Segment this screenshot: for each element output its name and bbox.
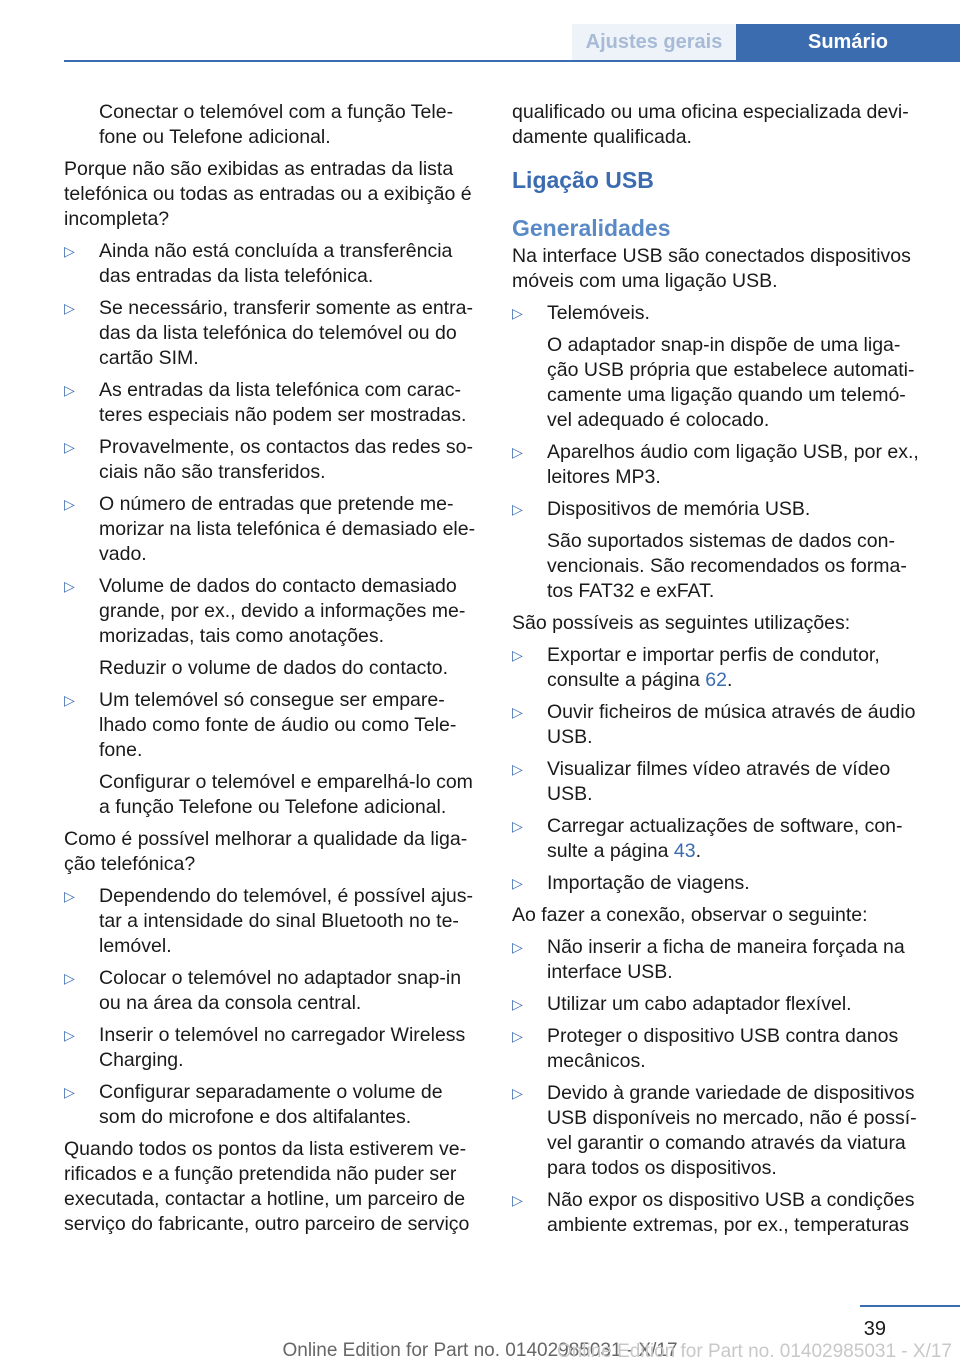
bullet-icon: ▷ <box>512 875 523 891</box>
list-item-text: Utilizar um cabo adaptador flexível. <box>547 993 852 1015</box>
list-item-text: Telemóveis. <box>547 302 650 324</box>
list-item <box>64 1080 478 1130</box>
list-item <box>64 492 478 567</box>
list-item-text: Carregar actualizações de software, consulte a página 43. <box>547 815 903 862</box>
list-item <box>512 700 924 750</box>
list-item <box>512 301 924 433</box>
bullet-icon: ▷ <box>512 647 523 663</box>
left-column <box>64 100 478 1244</box>
bullet-icon: ▷ <box>64 496 75 512</box>
list-item <box>512 992 924 1017</box>
uses-intro: São possíveis as seguintes utilizações: <box>512 612 851 634</box>
question: Porque não são exibidas as entradas da lista telefónica ou todas as entradas ou a exibição é incompleta? <box>64 158 472 230</box>
list-item <box>64 435 478 485</box>
bullet-icon: ▷ <box>64 1027 75 1043</box>
list-item-subtext: São suportados sistemas de dados convencionais. São recomendados os formatos FAT32 e exFAT. <box>547 530 907 602</box>
list-item <box>64 884 478 959</box>
list-item <box>512 1024 924 1074</box>
list-item-text: Não inserir a ficha de maneira forçada na interface USB. <box>547 936 905 983</box>
list-item-text: Importação de viagens. <box>547 872 750 894</box>
section-tab[interactable]: Ajustes gerais <box>572 24 736 60</box>
list-item <box>64 688 478 820</box>
list-item <box>512 1188 924 1238</box>
list-item-text: Não expor os dispositivo USB a condições ambiente extremas, por ex., temperaturas <box>547 1189 915 1236</box>
subsection-heading: Generalidades <box>512 215 671 241</box>
bullet-icon: ▷ <box>512 996 523 1012</box>
list-item-text: Ainda não está concluída a transferência das entradas da lista telefónica. <box>99 240 453 287</box>
edition-footer: Online Edition for Part no. 01402985031 - X/17 <box>282 1340 678 1361</box>
bullet-icon: ▷ <box>64 888 75 904</box>
right-column <box>512 100 924 1245</box>
bullet-icon: ▷ <box>64 1084 75 1100</box>
section-heading: Ligação USB <box>512 167 654 193</box>
summary-tab[interactable]: Sumário <box>736 24 960 60</box>
bullet-icon: ▷ <box>512 818 523 834</box>
bullet-icon: ▷ <box>64 300 75 316</box>
bullet-icon: ▷ <box>64 578 75 594</box>
list-item-text: Se necessário, transferir somente as entradas da lista telefónica do telemóvel ou do cartão SIM. <box>99 297 473 369</box>
bullet-icon: ▷ <box>512 1085 523 1101</box>
header-rule <box>64 60 960 62</box>
list-item <box>512 643 924 693</box>
list-item-text: Volume de dados do contacto demasiado grande, por ex., devido a informações memorizadas, tais como anotações. <box>99 575 466 647</box>
list-item-text: Colocar o telemóvel no adaptador snap-in ou na área da consola central. <box>99 967 462 1014</box>
footer-rule <box>860 1305 960 1307</box>
list-item <box>64 1023 478 1073</box>
bullet-icon: ▷ <box>64 439 75 455</box>
list-item-text: Provavelmente, os contactos das redes sociais não são transferidos. <box>99 436 473 483</box>
list-item-text: As entradas da lista telefónica com caracteres especiais não podem ser mostradas. <box>99 379 467 426</box>
list-item-text: Inserir o telemóvel no carregador Wireless Charging. <box>99 1024 466 1071</box>
list-item <box>64 296 478 371</box>
list-item <box>64 966 478 1016</box>
list-item <box>512 871 924 896</box>
bullet-icon: ▷ <box>64 692 75 708</box>
list-item-text: Dispositivos de memória USB. <box>547 498 811 520</box>
list-item-text-part: Exportar e importar perfis de condutor, consulte a página <box>547 644 880 691</box>
list-item-text: Um telemóvel só consegue ser emparelhado como fonte de áudio ou como Telefone. <box>99 689 457 761</box>
list-item <box>512 497 924 604</box>
page-link[interactable]: 62 <box>705 669 727 691</box>
bullet-icon: ▷ <box>512 1192 523 1208</box>
list-item <box>512 935 924 985</box>
list-item-text: Devido à grande variedade de dispositivos USB disponíveis no mercado, não é possível garantir o comando através da viatura para todos os dispositivos. <box>547 1082 917 1179</box>
paragraph: qualificado ou uma oficina especializada devidamente qualificada. <box>512 101 909 148</box>
bullet-icon: ▷ <box>64 382 75 398</box>
bullet-icon: ▷ <box>64 243 75 259</box>
list-item-text: Dependendo do telemóvel, é possível ajustar a intensidade do sinal Bluetooth no telemóvel. <box>99 885 473 957</box>
bullet-icon: ▷ <box>64 970 75 986</box>
list-item-text: Ouvir ficheiros de música através de áudio USB. <box>547 701 916 748</box>
paragraph: Conectar o telemóvel com a função Telefone ou Telefone adicional. <box>99 101 454 148</box>
list-item-text: Visualizar filmes vídeo através de vídeo USB. <box>547 758 891 805</box>
list-item-text: Exportar e importar perfis de condutor, consulte a página 62. <box>547 644 880 691</box>
intro-paragraph: Na interface USB são conectados dispositivos móveis com uma ligação USB. <box>512 245 911 292</box>
connect-intro: Ao fazer a conexão, observar o seguinte: <box>512 904 868 926</box>
list-item <box>512 440 924 490</box>
list-item-text: Aparelhos áudio com ligação USB, por ex., leitores MP3. <box>547 441 919 488</box>
list-item-subtext: O adaptador snap-in dispõe de uma ligação USB própria que estabelece automaticamente uma ligação quando um telemóvel adequado é colocado. <box>547 334 915 431</box>
list-item-subtext: Configurar o telemóvel e emparelhá-lo com a função Telefone ou Telefone adicional. <box>99 771 473 818</box>
closing-paragraph: Quando todos os pontos da lista estiverem verificados e a função pretendida não puder ser executada, contactar a hotline, um parceiro de serviço do fabricante, outro parceiro de serviço <box>64 1138 470 1235</box>
bullet-icon: ▷ <box>512 501 523 517</box>
list-item-text: O número de entradas que pretende memorizar na lista telefónica é demasiado elevado. <box>99 493 476 565</box>
list-item <box>512 814 924 864</box>
bullet-icon: ▷ <box>512 761 523 777</box>
bullet-icon: ▷ <box>512 939 523 955</box>
bullet-icon: ▷ <box>512 1028 523 1044</box>
bullet-icon: ▷ <box>512 305 523 321</box>
list-item <box>64 378 478 428</box>
list-item-text-part: Carregar actualizações de software, consulte a página <box>547 815 903 862</box>
list-item-text: Configurar separadamente o volume de som do microfone e dos altifalantes. <box>99 1081 443 1128</box>
list-item <box>512 1081 924 1181</box>
page-link[interactable]: 43 <box>673 840 696 862</box>
list-item-subtext: Reduzir o volume de dados do contacto. <box>99 657 449 679</box>
bullet-icon: ▷ <box>512 704 523 720</box>
list-item <box>64 574 478 681</box>
bullet-icon: ▷ <box>512 444 523 460</box>
list-item <box>64 239 478 289</box>
list-item-text: Proteger o dispositivo USB contra danos mecânicos. <box>547 1025 899 1072</box>
page-number: 39 <box>863 1318 886 1340</box>
question: Como é possível melhorar a qualidade da ligação telefónica? <box>64 828 468 875</box>
list-item <box>512 757 924 807</box>
watermark: Online Edition for Part no. 01402985031 - X/17 <box>556 1341 952 1362</box>
